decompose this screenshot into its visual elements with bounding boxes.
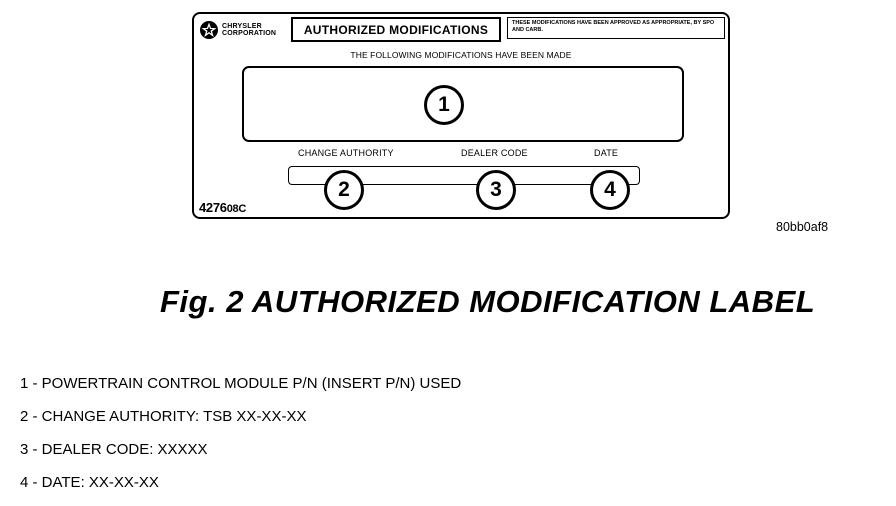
callout-2: 2 — [324, 170, 364, 210]
label-header — [194, 14, 728, 44]
approval-note: THESE MODIFICATIONS HAVE BEEN APPROVED AS APPROPRIATE, BY SPO AND CARB. — [507, 17, 725, 39]
modification-label — [192, 12, 730, 219]
following-modifications-text: THE FOLLOWING MODIFICATIONS HAVE BEEN MADE — [350, 50, 572, 60]
callout-1: 1 — [424, 85, 464, 125]
figure-reference: 80bb0af8 — [776, 220, 829, 234]
part-number-suffix: 08C — [226, 203, 247, 215]
callout-3: 3 — [476, 170, 516, 210]
dealer-code-label: DEALER CODE — [461, 148, 528, 158]
date-label: DATE — [594, 148, 619, 158]
brand-line-1: CHRYSLER — [222, 22, 262, 30]
part-number — [199, 200, 246, 215]
callout-4: 4 — [590, 170, 630, 210]
label-title: AUTHORIZED MODIFICATIONS — [291, 17, 501, 42]
callout-legend — [20, 373, 461, 505]
pentastar-logo-icon — [199, 20, 219, 40]
legend-item-1: 1 - POWERTRAIN CONTROL MODULE P/N (INSERT P/N) USED — [20, 375, 462, 392]
brand-line-2: CORPORATION — [222, 29, 277, 37]
brand-block — [197, 17, 287, 42]
part-number-main: 4276 — [199, 200, 227, 215]
legend-item-4: 4 - DATE: XX-XX-XX — [20, 474, 159, 491]
figure-caption: Fig. 2 AUTHORIZED MODIFICATION LABEL — [160, 284, 816, 319]
change-authority-label: CHANGE AUTHORITY — [298, 148, 394, 158]
legend-item-2: 2 - CHANGE AUTHORITY: TSB XX-XX-XX — [20, 408, 307, 425]
legend-item-3: 3 - DEALER CODE: XXXXX — [20, 441, 208, 458]
brand-text — [222, 23, 276, 37]
